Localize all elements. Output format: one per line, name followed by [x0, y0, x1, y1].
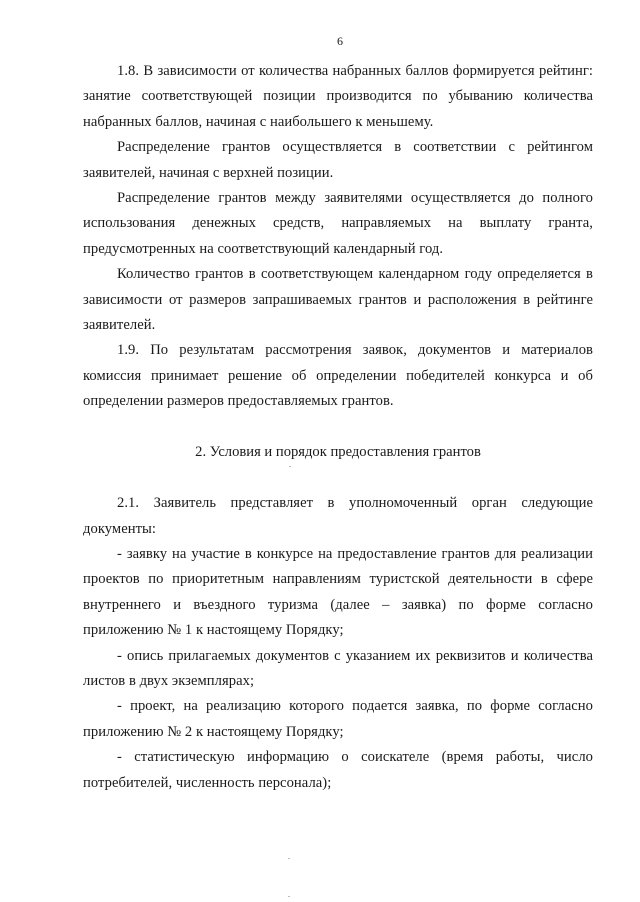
paragraph-1-9: 1.9. По результатам рассмотрения заявок, документов и материалов комиссия принимает решение об определении победителей конкурса и об определении размеров предоставляемых грантов.	[83, 342, 593, 410]
list-item-document-inventory: - опись прилагаемых документов с указанием их реквизитов и количества листов в двух экземплярах;	[83, 647, 593, 689]
paragraph-grant-distribution-funds: Распределение грантов между заявителями осуществляется до полного использования денежных средств, направляемых на выплату гранта, предусмотренных на соответствующий календарный год.	[83, 190, 593, 257]
paragraph-grant-distribution-rating: Распределение грантов осуществляется в соответствии с рейтингом заявителей, начиная с верхней позиции.	[83, 139, 593, 181]
paragraph-2-1: 2.1. Заявитель представляет в уполномоченный орган следующие документы:	[83, 495, 593, 537]
spacer	[83, 465, 593, 491]
document-body	[83, 59, 593, 796]
spacer	[83, 415, 593, 440]
list-item-project: - проект, на реализацию которого подается заявка, по форме согласно приложению № 2 к настоящему Порядку;	[83, 698, 593, 740]
list-item-statistics: - статистическую информацию о соискателе (время работы, число потребителей, численность персонала);	[83, 749, 593, 791]
page-number: 6	[337, 34, 343, 48]
list-item-application: - заявку на участие в конкурсе на предоставление грантов для реализации проектов по приоритетным направлениям туристской деятельности в сфере внутреннего и въездного туризма (далее – заявка) по форме согласно приложению № 1 к настоящему Порядку;	[83, 545, 593, 639]
section-2-heading: 2. Условия и порядок предоставления грантов	[195, 443, 481, 460]
scan-artifact	[288, 896, 290, 897]
scan-artifact	[289, 466, 291, 467]
scan-artifact	[288, 858, 290, 859]
paragraph-grant-count: Количество грантов в соответствующем календарном году определяется в зависимости от размеров запрашиваемых грантов и расположения в рейтинге заявителей.	[83, 266, 593, 334]
paragraph-1-8: 1.8. В зависимости от количества набранных баллов формируется рейтинг: занятие соответствующей позиции производится по убыванию количества набранных баллов, начиная с наибольшего к меньшему.	[83, 63, 593, 130]
